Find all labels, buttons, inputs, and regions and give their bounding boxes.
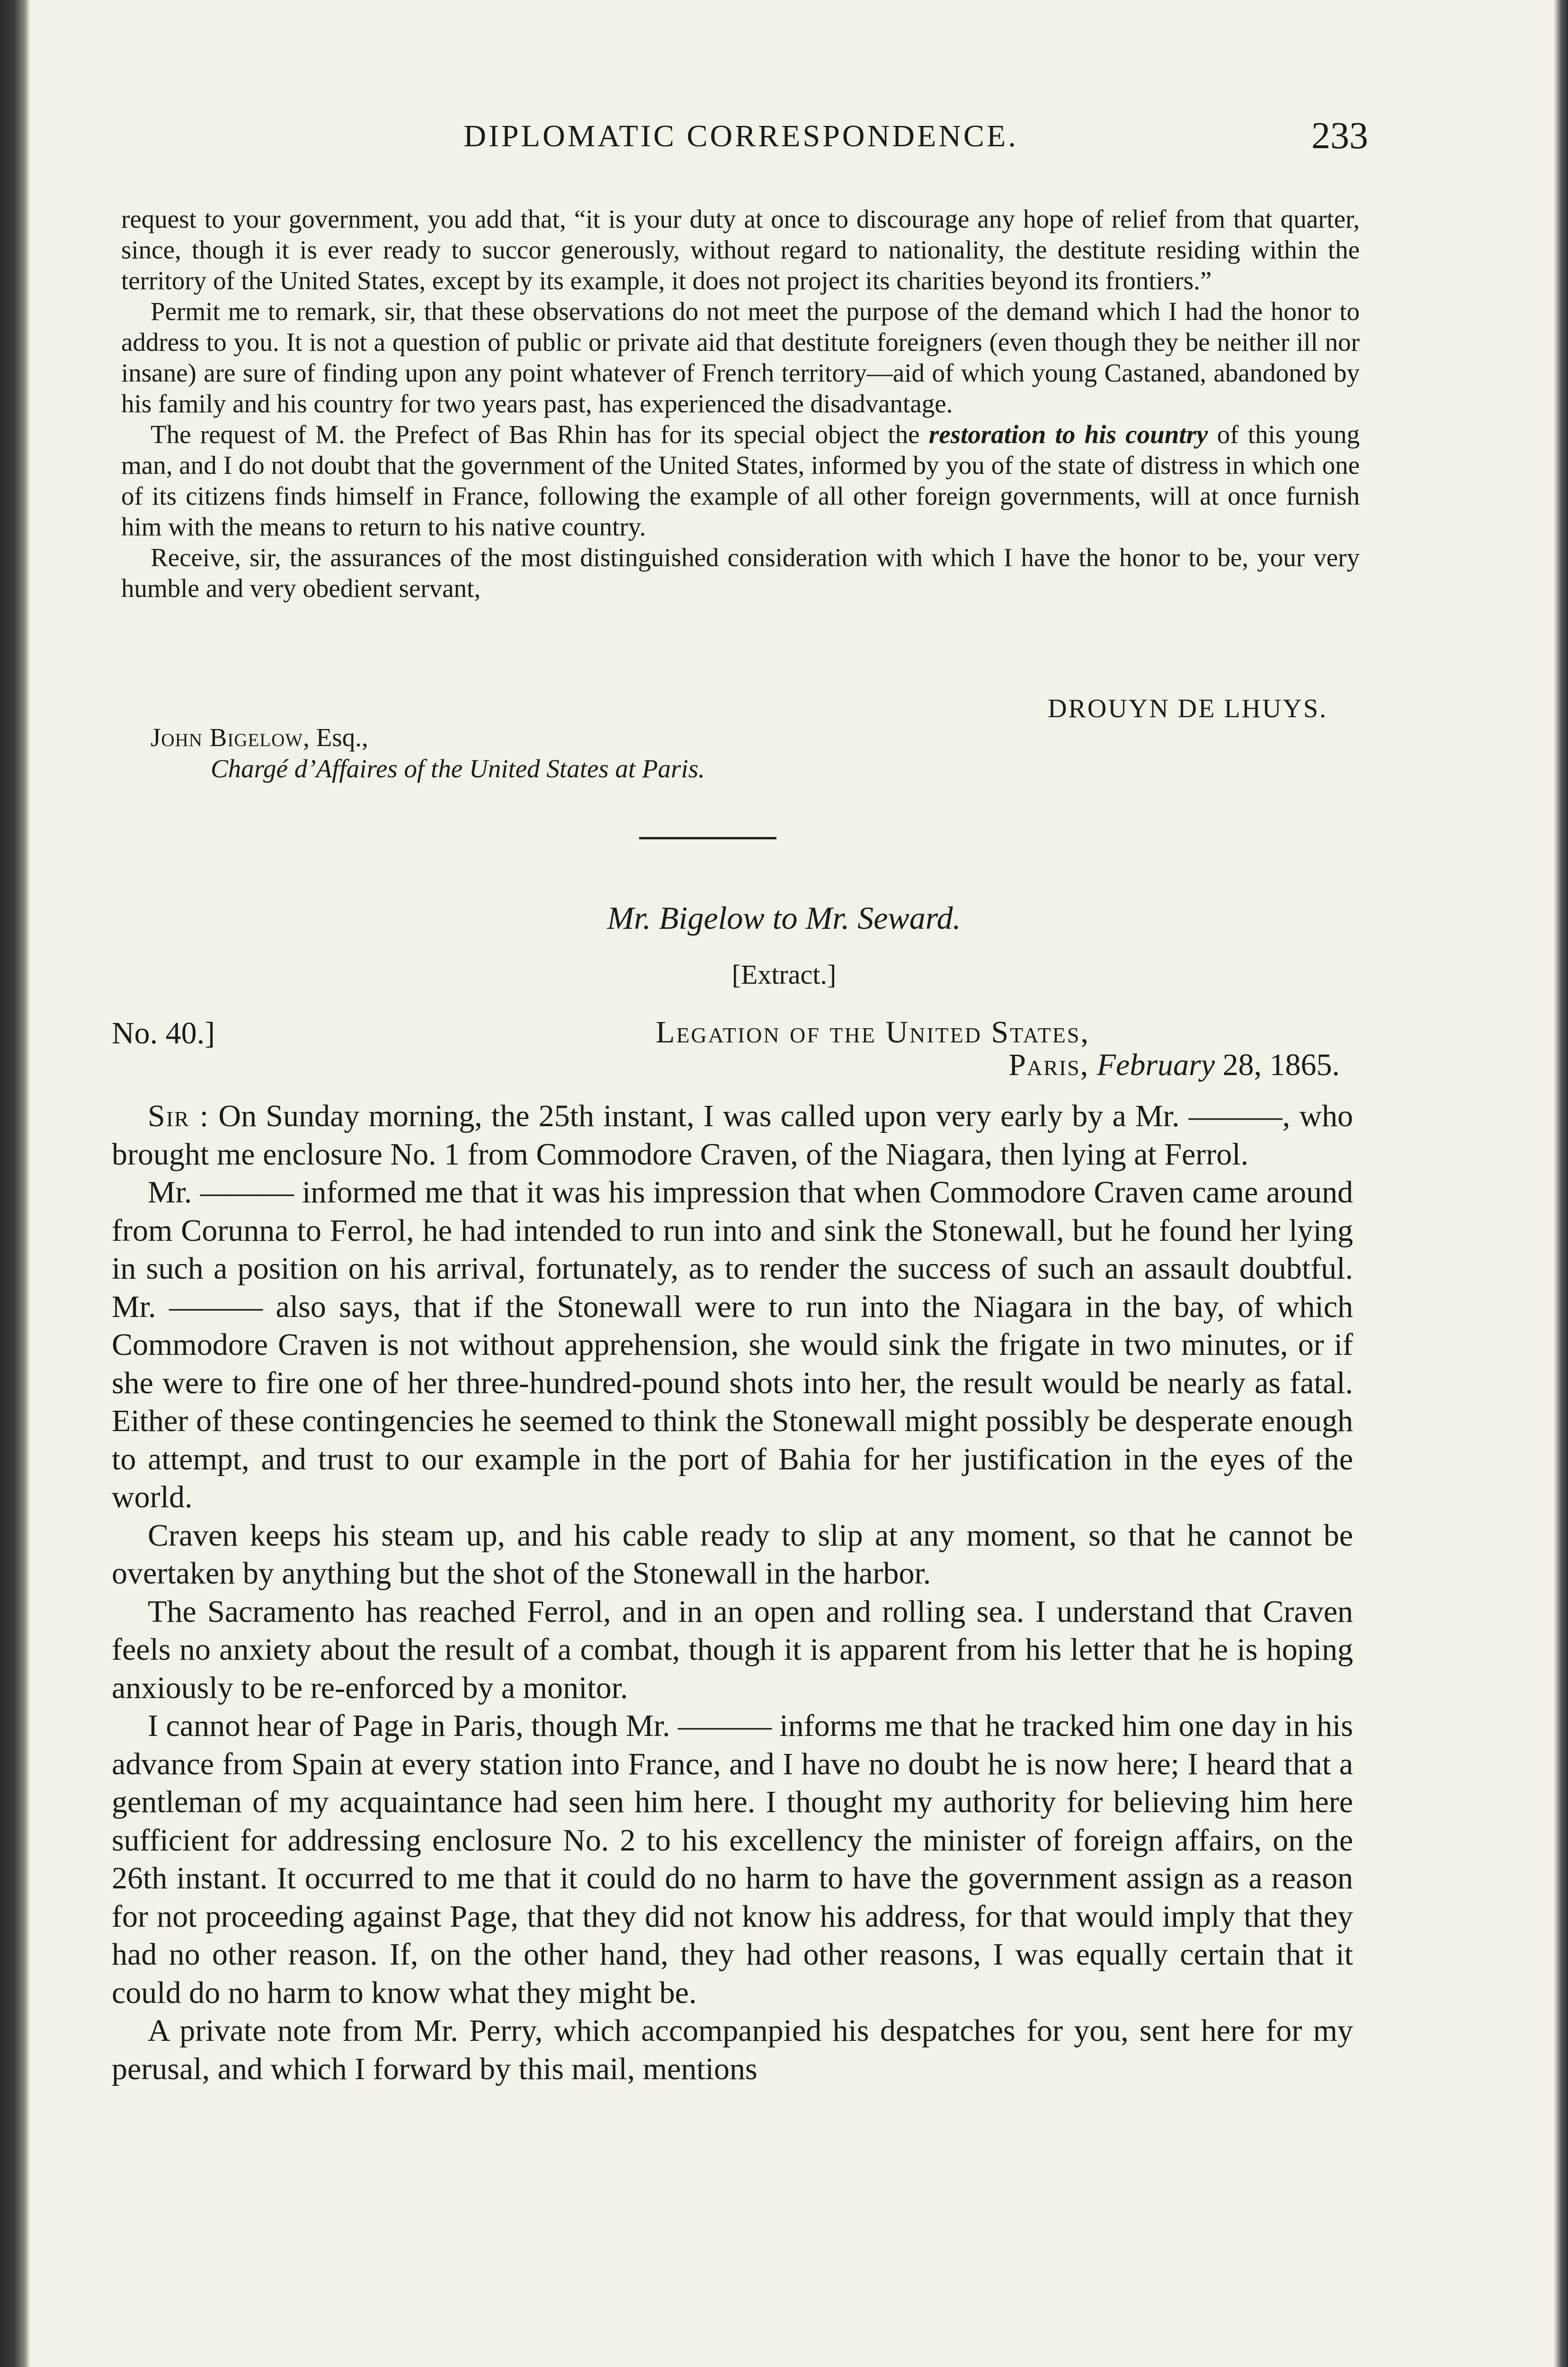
dateline <box>1008 1047 1340 1083</box>
dispatch-paragraph: A private note from Mr. Perry, which accompanpied his despatches for you, sent here for my perusal, and which I forward by this mail, mentions <box>112 2013 1353 2086</box>
signature: DROUYN DE LHUYS. <box>1048 694 1327 723</box>
addressee <box>151 722 368 753</box>
legation-heading: Legation of the United States, <box>656 1015 1090 1050</box>
dispatch-paragraph: I cannot hear of Page in Paris, though Mr. ——— informs me that he tracked him one day in his advance from Spain at every station into France, and I have no doubt he is now here; I heard that a gentleman of my acquaintance had seen him here. I thought my authority for believing him here sufficient for addressing enclosure No. 2 to his excellency the minister of foreign affairs, on the 26th instant. It occurred to me that it could do no harm to have the government assign as a reason for not proceeding against Page, that they did not know his address, for that would imply that they had no other reason. If, on the other hand, they had other reasons, I was equally certain that it could do no harm to know what they might be. <box>112 1709 1353 2010</box>
paragraph-text: The request of M. the Prefect of Bas Rhin has for its special object the <box>151 420 929 449</box>
extract-label: [Extract.] <box>731 959 837 990</box>
running-title: DIPLOMATIC CORRESPONDENCE. <box>463 119 1018 153</box>
dispatch-paragraph: Mr. ——— informed me that it was his impression that when Commodore Craven came around from Corunna to Ferrol, he had intended to run into and sink the Stonewall, but he found her lying in such a position on his arrival, fortunately, as to render the success of such an assault doubtful. Mr. ——— also says, that if the Stonewall were to run into the Niagara in the bay, of which Commodore Craven is not without apprehension, she would sink the frigate in two minutes, or if she were to fire one of her three-hundred-pound shots into her, the result would be nearly as fatal. Either of these contingencies he seemed to think the Stonewall might possibly be desperate enough to attempt, and trust to our example in the port of Bahia for her justification in the eyes of the world. <box>112 1175 1353 1514</box>
dispatch-body <box>112 1097 1353 2088</box>
running-head <box>114 115 1368 161</box>
addressee-title: Chargé d’Affaires of the United States at Paris. <box>211 754 705 783</box>
paragraph-text: of this young man, and I do not doubt that the government of the United States, informed by you of the state of distress in which one of its citizens finds himself in France, following the example of all other foreign governments, will at once furnish him with the means to return to his native country. <box>121 420 1360 541</box>
dateline-place: Paris, <box>1008 1048 1089 1082</box>
letter-text <box>121 204 1360 604</box>
salutation: Sir : <box>148 1099 210 1133</box>
dispatch-paragraph <box>112 1097 1353 1174</box>
dispatch-title: Mr. Bigelow to Mr. Seward. <box>607 900 961 936</box>
letter-closing: Receive, sir, the assurances of the most distinguished consideration with which I have the honor to be, your very humble and very obedient servant, <box>121 543 1360 603</box>
addressee-name: John Bigelow <box>151 723 303 752</box>
paragraph-text: On Sunday morning, the 25th instant, I was called upon very early by a Mr. ———, who brought me enclosure No. 1 from Commodore Craven, of the Niagara, then lying at Ferrol. <box>112 1099 1353 1172</box>
section-divider <box>639 837 776 839</box>
addressee-suffix: , Esq., <box>303 723 368 752</box>
letter-paragraph <box>121 419 1360 542</box>
dateline-month: February <box>1096 1048 1215 1082</box>
dateline-date: 28, 1865. <box>1222 1048 1340 1082</box>
letter-paragraph: Permit me to remark, sir, that these observations do not meet the purpose of the demand which I had the honor to address to you. It is not a question of public or private aid that destitute foreigners (even though they be neither ill nor insane) are sure of finding upon any point whatever of French territory—aid of which young Castaned, abandoned by his family and his country for two years past, has experienced the disadvantage. <box>121 297 1360 418</box>
emphasized-text: restoration to his country <box>928 420 1208 449</box>
page-number: 233 <box>1311 115 1368 157</box>
dispatch-number: No. 40.] <box>112 1016 215 1050</box>
dispatch-paragraph: Craven keeps his steam up, and his cable ready to slip at any moment, so that he cannot be overtaken by anything but the shot of the Stonewall in the harbor. <box>112 1518 1353 1591</box>
dispatch-paragraph: The Sacramento has reached Ferrol, and in an open and rolling sea. I understand that Craven feels no anxiety about the result of a combat, though it is apparent from his letter that he is hoping anxiously to be re-enforced by a monitor. <box>112 1594 1353 1705</box>
letter-paragraph: request to your government, you add that, “it is your duty at once to discourage any hope of relief from that quarter, since, though it is ever ready to succor generously, without regard to nationality, the destitute residing within the territory of the United States, except by its example, it does not project its charities beyond its frontiers.” <box>121 205 1360 295</box>
